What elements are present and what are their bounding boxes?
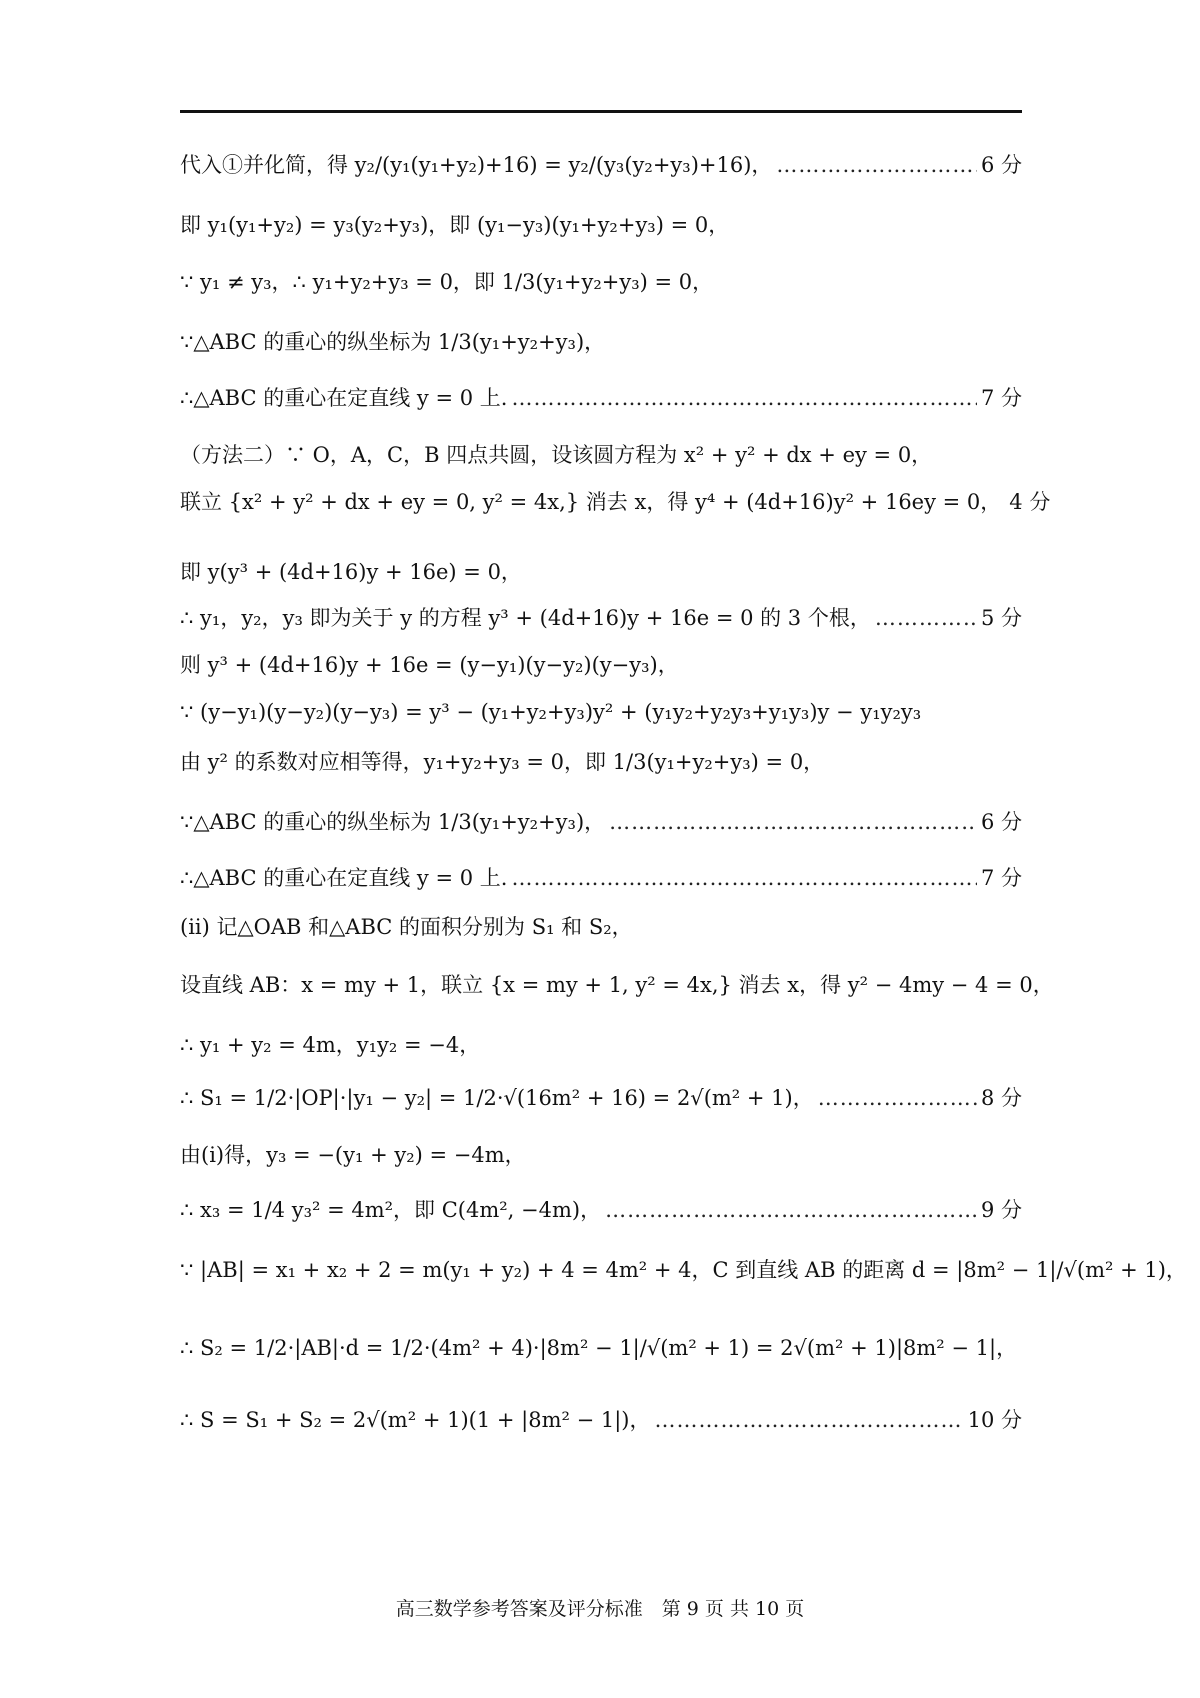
score-leader-dots — [511, 383, 977, 413]
score-mark: 4 分 — [1009, 490, 1051, 514]
score-leader-dots — [609, 807, 977, 837]
solution-line-text: ∵△ABC 的重心的纵坐标为 1/3(y₁+y₂+y₃)， — [180, 330, 606, 354]
solution-line-text: (ii) 记△OAB 和△ABC 的面积分别为 S₁ 和 S₂， — [180, 915, 633, 939]
solution-line-text: 联立 {x² + y² + dx + ey = 0, y² = 4x,} 消去 x，得 y⁴ + (4d+16)y² + 16ey = 0， — [180, 490, 1002, 514]
solution-line-text: ∴△ABC 的重心在定直线 y = 0 上. — [180, 866, 508, 890]
solution-line-text: ∴ y₁，y₂，y₃ 即为关于 y 的方程 y³ + (4d+16)y + 16e = 0 的 3 个根， — [180, 606, 871, 630]
solution-line-text: ∵ |AB| = x₁ + x₂ + 2 = m(y₁ + y₂) + 4 = 4m² + 4，C 到直线 AB 的距离 d = |8m² − 1|/√(m² + 1)， — [180, 1258, 1187, 1282]
score-mark: 7 分 — [980, 866, 1022, 890]
score-mark: 10 分 — [967, 1408, 1022, 1432]
solution-line — [180, 697, 1022, 727]
score-leader-dots — [776, 150, 977, 180]
score-mark: 5 分 — [980, 606, 1022, 630]
solution-line-text: 即 y₁(y₁+y₂) = y₃(y₂+y₃)，即 (y₁−y₃)(y₁+y₂+y₃) = 0， — [180, 213, 730, 237]
score-mark: 6 分 — [980, 810, 1022, 834]
solution-line — [180, 1083, 1022, 1113]
score-mark: 7 分 — [980, 386, 1022, 410]
solution-line — [180, 557, 1022, 587]
solution-line — [180, 267, 1022, 297]
score-mark: 9 分 — [980, 1198, 1022, 1222]
solution-line — [180, 1140, 1022, 1170]
solution-line-text: ∴ S₂ = 1/2·|AB|·d = 1/2·(4m² + 4)·|8m² − 1|/√(m² + 1) = 2√(m² + 1)|8m² − 1|， — [180, 1336, 1018, 1360]
solution-line-text: 设直线 AB：x = my + 1，联立 {x = my + 1, y² = 4x,} 消去 x，得 y² − 4my − 4 = 0， — [180, 973, 1054, 997]
solution-line-text: ∴ S = S₁ + S₂ = 2√(m² + 1)(1 + |8m² − 1|)， — [180, 1408, 651, 1432]
score-leader-dots — [605, 1195, 977, 1225]
score-leader-dots — [875, 603, 977, 633]
solution-line-text: ∵ y₁ ≠ y₃，∴ y₁+y₂+y₃ = 0，即 1/3(y₁+y₂+y₃) = 0， — [180, 270, 714, 294]
solution-line — [180, 747, 1022, 777]
solution-line-text: ∴ y₁ + y₂ = 4m，y₁y₂ = −4， — [180, 1033, 481, 1057]
solution-line-text: ∵ (y−y₁)(y−y₂)(y−y₃) = y³ − (y₁+y₂+y₃)y² + (y₁y₂+y₂y₃+y₁y₃)y − y₁y₂y₃ — [180, 700, 922, 724]
header-rule — [180, 110, 1022, 113]
solution-line — [180, 912, 1022, 942]
solution-line-text: 即 y(y³ + (4d+16)y + 16e) = 0， — [180, 560, 522, 584]
solution-line — [180, 650, 1022, 680]
solution-line — [180, 603, 1022, 633]
solution-line-text: 由 y² 的系数对应相等得，y₁+y₂+y₃ = 0，即 1/3(y₁+y₂+y₃) = 0， — [180, 750, 825, 774]
score-leader-dots — [511, 863, 977, 893]
solution-line-text: ∴△ABC 的重心在定直线 y = 0 上. — [180, 386, 508, 410]
solution-line-text: ∴ x₃ = 1/4 y₃² = 4m²，即 C(4m², −4m)， — [180, 1198, 602, 1222]
solution-line — [180, 1255, 1187, 1285]
solution-line — [180, 440, 1022, 470]
solution-line — [180, 863, 1022, 893]
solution-line — [180, 1405, 1022, 1435]
solution-line — [180, 807, 1022, 837]
solution-line-text: ∵△ABC 的重心的纵坐标为 1/3(y₁+y₂+y₃)， — [180, 810, 606, 834]
solution-line — [180, 487, 1051, 517]
score-mark: 8 分 — [980, 1086, 1022, 1110]
solution-line — [180, 150, 1022, 180]
solution-line — [180, 1333, 1022, 1363]
solution-line — [180, 970, 1054, 1000]
solution-line — [180, 1195, 1022, 1225]
solution-line-text: 代入①并化简，得 y₂/(y₁(y₁+y₂)+16) = y₂/(y₃(y₂+y₃)+16)， — [180, 153, 773, 177]
solution-line-text: ∴ S₁ = 1/2·|OP|·|y₁ − y₂| = 1/2·√(16m² + 16) = 2√(m² + 1)， — [180, 1086, 814, 1110]
score-leader-dots — [818, 1083, 977, 1113]
score-mark: 6 分 — [980, 153, 1022, 177]
solution-line — [180, 383, 1022, 413]
solution-line-text: 则 y³ + (4d+16)y + 16e = (y−y₁)(y−y₂)(y−y₃)， — [180, 653, 679, 677]
page-footer: 高三数学参考答案及评分标准 第 9 页 共 10 页 — [395, 1598, 805, 1620]
solution-line-text: 由(i)得，y₃ = −(y₁ + y₂) = −4m， — [180, 1143, 526, 1167]
solution-line — [180, 210, 1022, 240]
solution-line — [180, 1030, 1022, 1060]
solution-line-text: （方法二）∵ O，A，C，B 四点共圆，设该圆方程为 x² + y² + dx + ey = 0， — [180, 443, 933, 467]
solution-line — [180, 327, 1022, 357]
score-leader-dots — [654, 1405, 963, 1435]
